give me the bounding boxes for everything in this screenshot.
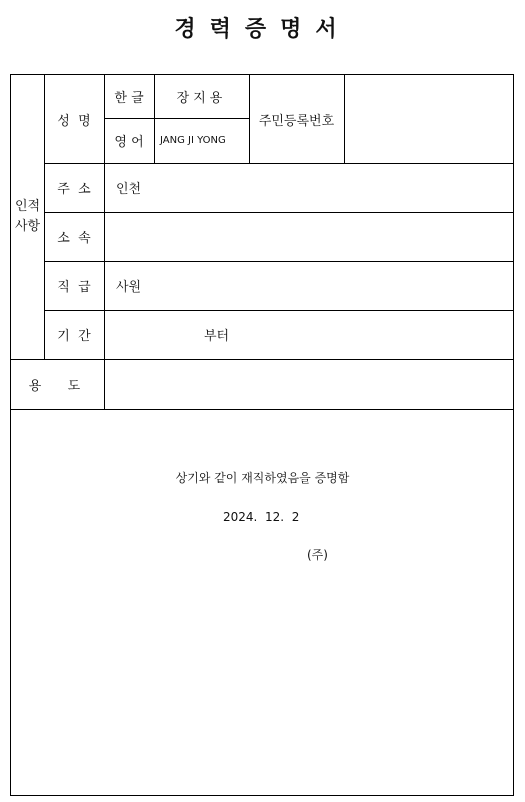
affiliation-label: 소 속 bbox=[57, 231, 91, 246]
rank-label: 직 급 bbox=[57, 280, 91, 295]
affiliation-value bbox=[116, 212, 506, 261]
address-value: 인천 bbox=[116, 182, 142, 197]
korean-name-value: 장지용 bbox=[176, 91, 227, 106]
period-label: 기 간 bbox=[57, 329, 91, 344]
purpose-value bbox=[116, 359, 506, 409]
certification-date: 2024. 12. 2 bbox=[223, 510, 300, 524]
certification-statement: 상기와 같이 재직하였음을 증명함 bbox=[175, 470, 350, 485]
english-label: 영 어 bbox=[114, 135, 144, 150]
personal-info-label: 인적 사항 bbox=[14, 199, 41, 234]
purpose-label: 용 도 bbox=[28, 378, 87, 394]
english-name-value: JANG JI YONG bbox=[160, 135, 226, 146]
period-value: 부터 bbox=[204, 329, 230, 344]
resident-number-value bbox=[344, 75, 514, 163]
name-label: 성 명 bbox=[57, 113, 91, 129]
resident-number-label: 주민등록번호 bbox=[258, 113, 335, 129]
korean-label: 한 글 bbox=[114, 91, 144, 106]
certificate-form bbox=[10, 74, 514, 796]
company-name: (주) bbox=[307, 547, 328, 562]
address-label: 주 소 bbox=[57, 182, 91, 197]
rank-value: 사원 bbox=[116, 280, 142, 295]
document-title: 경력증명서 bbox=[174, 17, 351, 42]
